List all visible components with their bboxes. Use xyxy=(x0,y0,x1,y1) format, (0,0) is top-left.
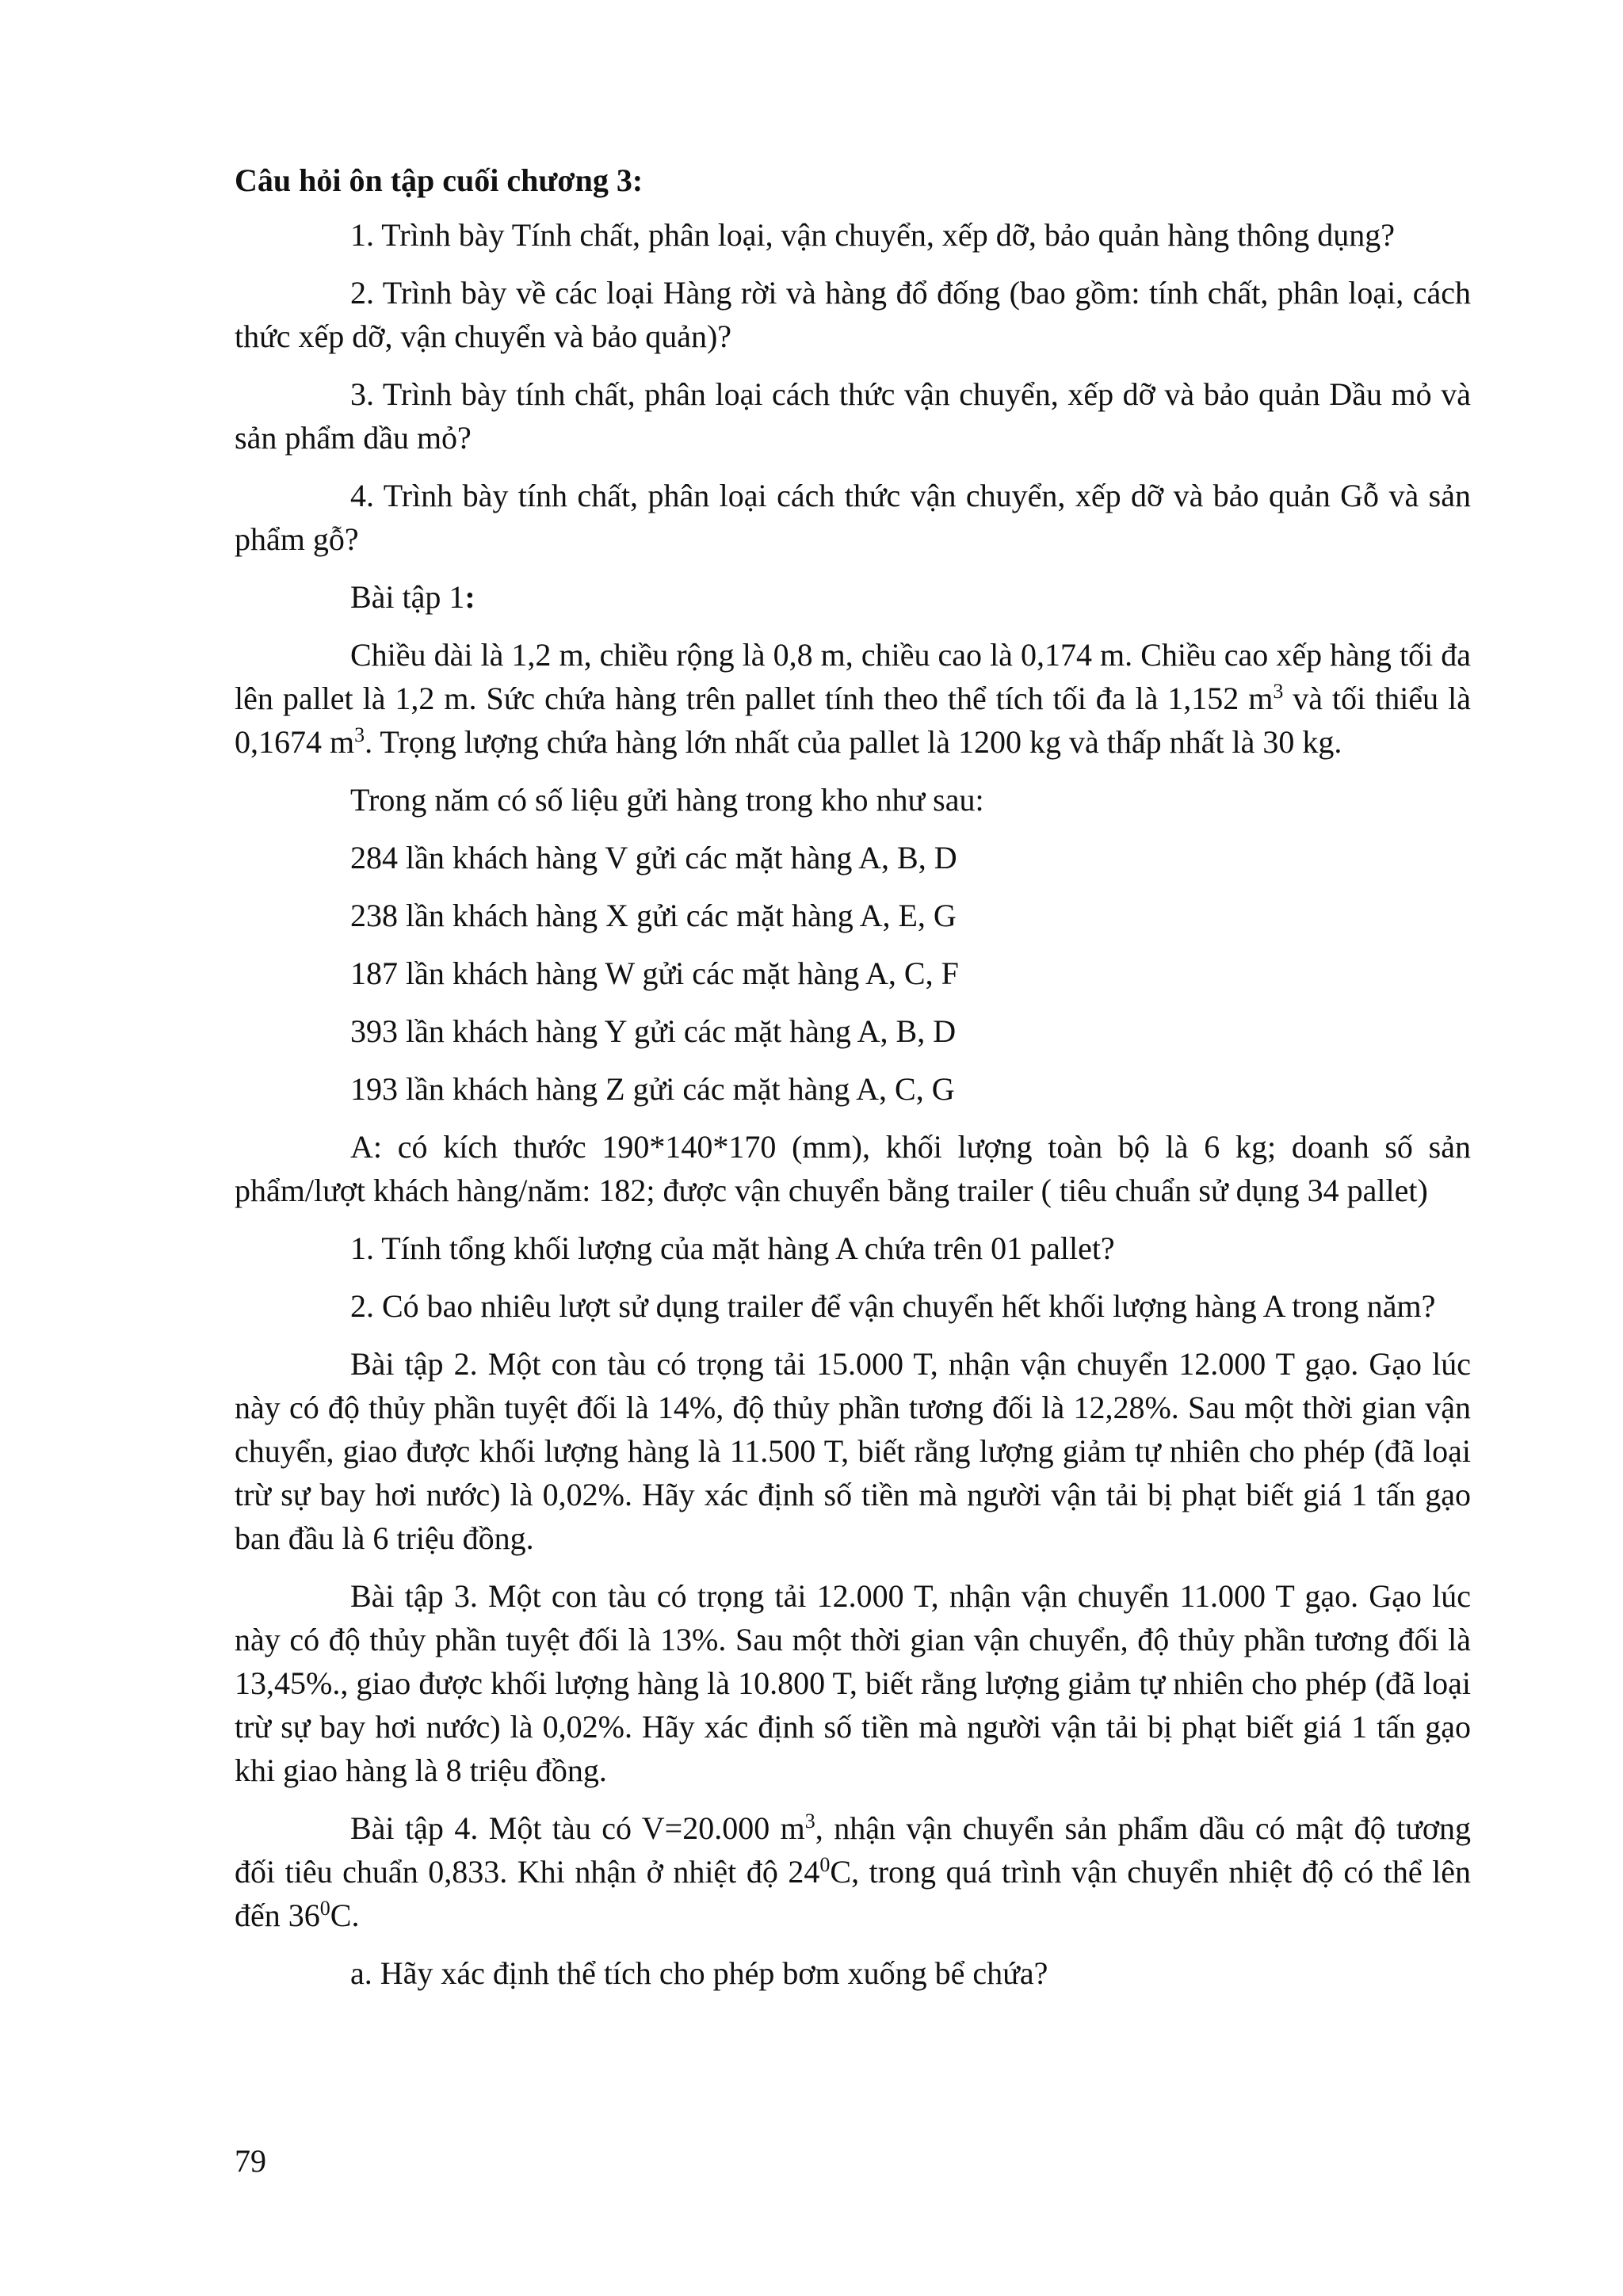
exercise-2: Bài tập 2. Một con tàu có trọng tải 15.000 T, nhận vận chuyển 12.000 T gạo. Gạo lúc này có độ thủy phần tuyệt đối là 14%, độ thủy phần tương đối là 12,28%. Sau một thời gian vận chuyển, giao được khối lượng hàng là 11.500 T, biết rằng lượng giảm tự nhiên cho phép (đã loại trừ sự bay hơi nước) là 0,02%. Hãy xác định số tiền mà người vận tải bị phạt biết giá 1 tấn gạo ban đầu là 6 triệu đồng. xyxy=(235,1346,1471,1556)
superscript: 0 xyxy=(819,1853,831,1876)
exercise-4-part-a: Bài tập 4. Một tàu có V=20.000 m xyxy=(350,1810,805,1846)
superscript: 3 xyxy=(1273,680,1284,703)
review-question-2: 2. Trình bày về các loại Hàng rời và hàng đổ đống (bao gồm: tính chất, phân loại, cách thức xếp dỡ, vận chuyển và bảo quản)? xyxy=(235,275,1471,354)
review-question-3: 3. Trình bày tính chất, phân loại cách thức vận chuyển, xếp dỡ và bảo quản Dầu mỏ và sản phẩm dầu mỏ? xyxy=(235,376,1471,456)
exercise-1-title xyxy=(235,575,1471,619)
exercise-4 xyxy=(235,1806,1471,1937)
section-heading: Câu hỏi ôn tập cuối chương 3: xyxy=(235,162,643,198)
exercise-1-intro-part-c: . Trọng lượng chứa hàng lớn nhất của pallet là 1200 kg và thấp nhất là 30 kg. xyxy=(365,724,1342,760)
review-question-4: 4. Trình bày tính chất, phân loại cách thức vận chuyển, xếp dỡ và bảo quản Gỗ và sản phẩm gỗ? xyxy=(235,478,1471,557)
exercise-1-item-a: A: có kích thước 190*140*170 (mm), khối lượng toàn bộ là 6 kg; doanh số sản phẩm/lượt khách hàng/năm: 182; được vận chuyển bằng trailer ( tiêu chuẩn sử dụng 34 pallet) xyxy=(235,1129,1471,1208)
exercise-4-question-a: a. Hãy xác định thể tích cho phép bơm xuống bể chứa? xyxy=(350,1955,1048,1991)
exercise-1-intro-part-b: và tối thiểu là 0,1674 m xyxy=(235,681,1471,760)
shipment-line: 238 lần khách hàng X gửi các mặt hàng A, E, G xyxy=(350,898,957,933)
exercise-1-question-1: 1. Tính tổng khối lượng của mặt hàng A chứa trên 01 pallet? xyxy=(350,1230,1115,1266)
page-number: 79 xyxy=(235,2143,266,2179)
superscript: 0 xyxy=(319,1897,330,1920)
exercise-4-part-c: C, trong quá trình vận chuyển nhiệt độ có thể lên đến 36 xyxy=(235,1854,1471,1933)
review-question-1: 1. Trình bày Tính chất, phân loại, vận chuyển, xếp dỡ, bảo quản hàng thông dụng? xyxy=(350,217,1395,253)
exercise-1-intro xyxy=(235,633,1471,764)
shipment-line: 393 lần khách hàng Y gửi các mặt hàng A, B, D xyxy=(350,1013,957,1049)
exercise-1-title-colon: : xyxy=(464,579,475,615)
document-page xyxy=(235,158,1471,2009)
exercise-3: Bài tập 3. Một con tàu có trọng tải 12.000 T, nhận vận chuyển 11.000 T gạo. Gạo lúc này có độ thủy phần tuyệt đối là 13%. Sau một thời gian vận chuyển, độ thủy phần tương đối là 13,45%., giao được khối lượng hàng là 10.800 T, biết rằng lượng giảm tự nhiên cho phép (đã loại trừ sự bay hơi nước) là 0,02%. Hãy xác định số tiền mà người vận tải bị phạt biết giá 1 tấn gạo khi giao hàng là 8 triệu đồng. xyxy=(235,1578,1471,1788)
exercise-4-part-b: , nhận vận chuyển sản phẩm dầu có mật độ tương đối tiêu chuẩn 0,833. Khi nhận ở nhiệt độ 24 xyxy=(235,1810,1471,1890)
shipment-line: 284 lần khách hàng V gửi các mặt hàng A, B, D xyxy=(350,840,957,875)
exercise-4-part-d: C. xyxy=(330,1897,360,1933)
shipment-line: 187 lần khách hàng W gửi các mặt hàng A, C, F xyxy=(350,955,959,991)
exercise-1-data-intro: Trong năm có số liệu gửi hàng trong kho như sau: xyxy=(350,782,984,818)
shipment-line: 193 lần khách hàng Z gửi các mặt hàng A, C, G xyxy=(350,1071,955,1107)
exercise-1-question-2: 2. Có bao nhiêu lượt sử dụng trailer để vận chuyển hết khối lượng hàng A trong năm? xyxy=(350,1288,1436,1324)
superscript: 3 xyxy=(804,1810,815,1833)
exercise-1-title-text: Bài tập 1 xyxy=(350,579,465,615)
exercise-1-intro-part-a: Chiều dài là 1,2 m, chiều rộng là 0,8 m, chiều cao là 0,174 m. Chiều cao xếp hàng tối đa lên pallet là 1,2 m. Sức chứa hàng trên pallet tính theo thể tích tối đa là 1,152 m xyxy=(235,637,1471,716)
superscript: 3 xyxy=(354,723,365,746)
